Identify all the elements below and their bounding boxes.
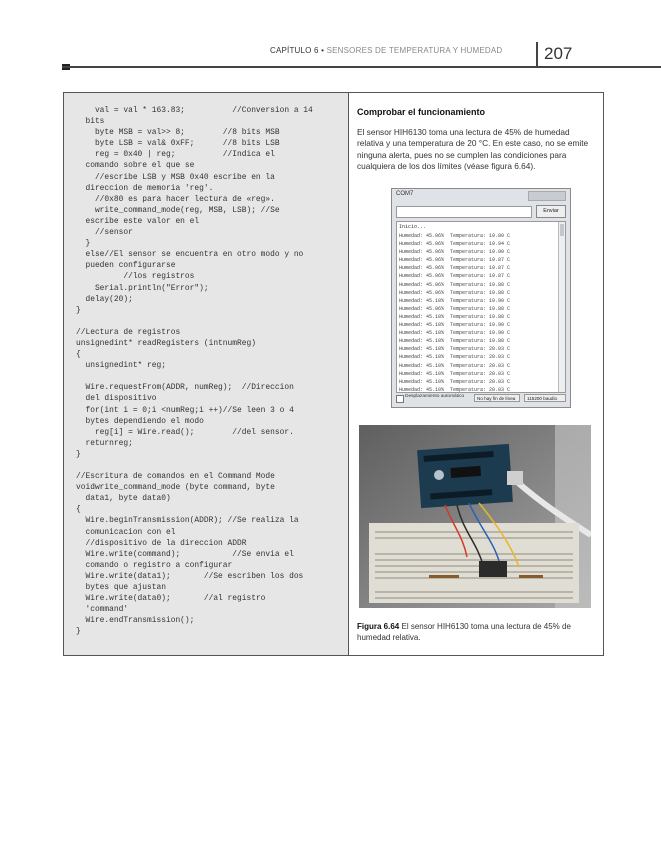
code-line: //dispositivo de la direccion ADDR <box>76 538 247 548</box>
code-panel <box>64 93 349 655</box>
baud-rate-select: 115200 baudio <box>524 394 566 402</box>
serial-output-line: Humedad: 45.10% Temperatura: 19.90 C <box>399 297 511 304</box>
code-line: for(int i = 0;i <numReg;i ++)//Se leen 3 o 4 <box>76 405 294 415</box>
code-line: Wire.beginTransmission(ADDR); //Se realiza la <box>76 516 299 526</box>
serial-output-line: Humedad: 45.06% Temperatura: 19.88 C <box>399 305 511 312</box>
serial-output-line: Humedad: 45.10% Temperatura: 19.90 C <box>399 330 511 337</box>
autoscroll-checkbox <box>396 395 404 403</box>
serial-output-line: Humedad: 45.06% Temperatura: 19.88 C <box>399 289 511 296</box>
code-line: comando sobre el que se <box>76 161 195 171</box>
code-line: bytes que ajustan <box>76 583 166 593</box>
code-line: pueden configurarse <box>76 261 176 271</box>
side-panel <box>349 93 603 655</box>
serial-output-line: Humedad: 45.10% Temperatura: 19.90 C <box>399 322 511 329</box>
serial-output-line: Humedad: 45.10% Temperatura: 19.88 C <box>399 313 511 320</box>
serial-output-line: Humedad: 45.10% Temperatura: 20.03 C <box>399 346 511 353</box>
code-line: //Escritura de comandos en el Command Mode <box>76 472 275 482</box>
code-line: data1, byte data0) <box>76 494 171 504</box>
code-line: Wire.requestFrom(ADDR, numReg); //Direccion <box>76 383 294 393</box>
serial-monitor-titlebar <box>396 191 566 201</box>
serial-init-text: Inicio... <box>399 224 427 230</box>
code-line: { <box>76 350 81 360</box>
send-button: Enviar <box>536 205 566 218</box>
code-line: } <box>76 449 81 459</box>
serial-output-line: Humedad: 45.10% Temperatura: 20.03 C <box>399 386 511 393</box>
window-controls-icon <box>528 191 566 201</box>
serial-output-line: Humedad: 45.06% Temperatura: 19.87 C <box>399 257 511 264</box>
figure-caption <box>357 621 597 643</box>
code-line: comando o registro a configurar <box>76 560 233 570</box>
serial-output-line: Humedad: 45.10% Temperatura: 19.88 C <box>399 338 511 345</box>
code-line: delay(20); <box>76 294 133 304</box>
serial-output-line: Humedad: 45.06% Temperatura: 19.80 C <box>399 233 511 239</box>
running-header <box>270 46 502 55</box>
code-line: val = val * 163.83; //Conversion a 14 <box>76 106 313 115</box>
code-line: Serial.println("Error"); <box>76 283 209 293</box>
code-line: bits <box>76 117 105 127</box>
code-line: voidwrite_command_mode (byte command, byte <box>76 483 275 493</box>
header-bullet: • <box>321 46 325 55</box>
code-line: } <box>76 627 81 637</box>
serial-output-line: Humedad: 45.06% Temperatura: 19.90 C <box>399 249 511 256</box>
section-body: El sensor HIH6130 toma una lectura de 45% de humedad relativa y una temperatura de 20 °C. En este caso, no se emite ninguna alerta, pues no se cumplen las condiciones para cualquiera de los dos límites (véase figura 6.64). <box>357 127 589 171</box>
code-line: Wire.endTransmission(); <box>76 616 195 626</box>
code-line: Wire.write(data0); //al registro <box>76 594 266 604</box>
code-line: reg = 0x40 | reg; //Indica el <box>76 150 275 160</box>
header-rule <box>62 66 661 68</box>
content-frame <box>63 92 604 656</box>
code-line: write_command_mode(reg, MSB, LSB); //Se <box>76 205 280 215</box>
code-line: //Lectura de registros <box>76 327 181 337</box>
circuit-photo-illustration <box>359 425 591 608</box>
code-line: 'command' <box>76 605 129 615</box>
serial-output-line: Humedad: 45.06% Temperatura: 19.87 C <box>399 273 511 280</box>
header-topic: SENSORES DE TEMPERATURA Y HUMEDAD <box>326 46 503 55</box>
autoscroll-label: Desplazamiento automático <box>405 394 465 399</box>
code-line: bytes dependiendo el modo <box>76 416 204 426</box>
serial-output-line: Humedad: 45.10% Temperatura: 20.03 C <box>399 370 511 377</box>
serial-output-line: Humedad: 45.10% Temperatura: 20.03 C <box>399 362 511 369</box>
serial-output-line: Humedad: 45.06% Temperatura: 19.94 C <box>399 241 511 248</box>
serial-output <box>396 221 566 393</box>
figure-caption-text: El sensor HIH6130 toma una lectura de 45% de humedad relativa. <box>357 622 571 642</box>
serial-scrollbar <box>558 222 565 392</box>
serial-lines <box>399 232 510 393</box>
header-chapter: CAPÍTULO 6 <box>270 46 319 55</box>
section-title: Comprobar el funcionamiento <box>357 107 486 117</box>
code-line: } <box>76 239 91 249</box>
code-line: unsignedint* reg; <box>76 361 166 371</box>
figure-label: Figura 6.64 <box>357 622 400 631</box>
code-line: unsignedint* readRegisters (intnumReg) <box>76 338 256 348</box>
code-line: //los registros <box>76 272 195 282</box>
code-line: escribe este valor en el <box>76 216 200 226</box>
code-line: else//El sensor se encuentra en otro modo y no <box>76 250 304 260</box>
code-line: //escribe LSB y MSB 0x40 escribe en la <box>76 172 275 182</box>
serial-monitor-title: COM7 <box>396 191 414 197</box>
code-line: direccion de memoria 'reg'. <box>76 183 214 193</box>
serial-output-line: Humedad: 45.06% Temperatura: 19.87 C <box>399 265 511 272</box>
serial-input <box>396 206 532 218</box>
code-line: { <box>76 505 81 515</box>
code-line: returnreg; <box>76 438 133 448</box>
line-ending-select: No hay fin de línea <box>474 394 520 402</box>
page-number: 207 <box>544 44 573 63</box>
code-line: //0x80 es para hacer lectura de «reg». <box>76 194 275 204</box>
serial-footer <box>396 394 566 404</box>
code-line: //sensor <box>76 228 133 238</box>
code-line: comunicacion con el <box>76 527 176 537</box>
serial-output-line: Humedad: 45.10% Temperatura: 20.03 C <box>399 378 511 385</box>
code-line: Wire.write(data1); //Se escriben los dos <box>76 571 304 581</box>
serial-output-line: Humedad: 45.06% Temperatura: 19.88 C <box>399 281 511 288</box>
code-line: Wire.write(command); //Se envia el <box>76 549 294 559</box>
code-line: del dispositivo <box>76 394 157 404</box>
circuit-photo <box>359 425 591 608</box>
code-line: byte MSB = val>> 8; //8 bits MSB <box>76 128 280 138</box>
code-line: } <box>76 305 81 315</box>
serial-monitor-window <box>391 188 571 408</box>
code-line: byte LSB = val& 0xFF; //8 bits LSB <box>76 139 280 149</box>
code-line: reg[i] = Wire.read(); //del sensor. <box>76 427 294 437</box>
serial-output-line: Humedad: 45.10% Temperatura: 20.03 C <box>399 354 511 361</box>
header-divider <box>536 42 538 68</box>
code-listing <box>76 105 313 638</box>
